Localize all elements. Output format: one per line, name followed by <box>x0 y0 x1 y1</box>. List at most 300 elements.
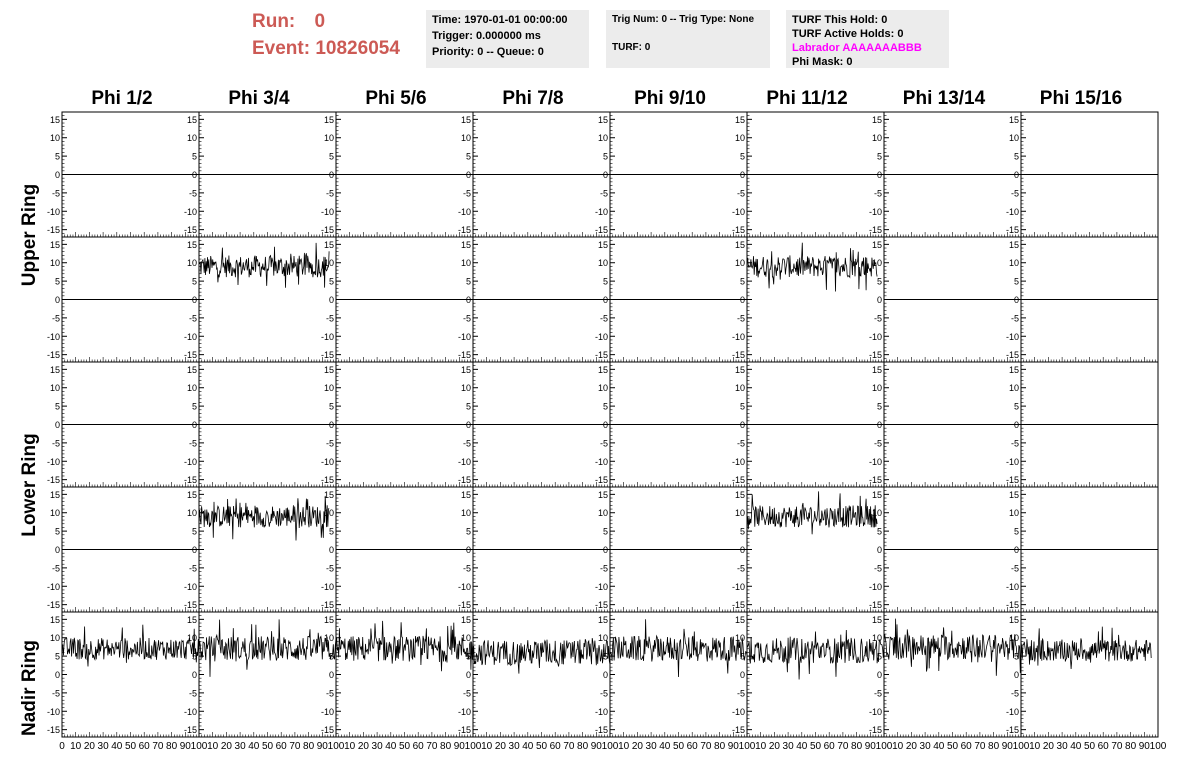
y-tick-label: 0 <box>876 420 882 430</box>
y-tick-label: -10 <box>868 331 882 342</box>
y-tick-label: 0 <box>739 170 745 180</box>
y-tick-label: -5 <box>873 438 882 449</box>
y-tick-label: 10 <box>186 508 197 519</box>
y-tick-label: 5 <box>739 651 745 662</box>
x-tick-label: 100 <box>601 741 619 752</box>
y-tick-label: -15 <box>183 725 197 736</box>
y-tick-label: -5 <box>599 188 608 199</box>
y-tick-label: 5 <box>191 401 197 412</box>
y-tick-label: 5 <box>328 526 334 537</box>
y-tick-label: 15 <box>460 239 471 250</box>
y-tick-label: -15 <box>594 725 608 736</box>
y-tick-label: 0 <box>1013 170 1019 180</box>
x-tick-label: 60 <box>823 741 835 752</box>
y-tick-label: 10 <box>871 133 882 144</box>
y-tick-label: -5 <box>1010 188 1019 199</box>
y-tick-label: -10 <box>183 581 197 592</box>
y-tick-label: 15 <box>49 614 60 625</box>
y-tick-label: 15 <box>460 114 471 125</box>
y-tick-label: 15 <box>597 489 608 500</box>
y-tick-label: 0 <box>191 420 197 430</box>
x-tick-label: 60 <box>412 741 424 752</box>
y-tick-label: 15 <box>734 614 745 625</box>
column-header-phi-11-12: Phi 11/12 <box>766 88 848 109</box>
y-tick-label: 15 <box>597 239 608 250</box>
y-tick-label: 10 <box>1008 133 1019 144</box>
y-tick-label: -5 <box>873 563 882 574</box>
y-tick-label: 15 <box>49 239 60 250</box>
x-tick-label: 20 <box>631 741 643 752</box>
y-tick-label: 0 <box>191 170 197 180</box>
y-tick-label: -5 <box>188 438 197 449</box>
y-tick-label: 0 <box>465 545 471 555</box>
y-tick-label: -5 <box>873 313 882 324</box>
y-tick-label: -15 <box>731 225 745 236</box>
x-tick-label: 60 <box>138 741 150 752</box>
waveform-trace <box>610 619 747 677</box>
trig-num-text: Trig Num: 0 -- Trig Type: None <box>612 14 755 25</box>
y-tick-label: 10 <box>597 258 608 269</box>
priority-text: Priority: 0 -- Queue: 0 <box>432 46 544 58</box>
x-tick-label: 50 <box>672 741 685 752</box>
x-tick-label: 70 <box>837 741 849 752</box>
y-tick-label: 5 <box>328 151 334 162</box>
y-tick-label: 5 <box>54 276 60 287</box>
panel-frame <box>473 612 610 737</box>
y-tick-label: -10 <box>46 456 60 467</box>
y-tick-label: -10 <box>868 706 882 717</box>
y-tick-label: -10 <box>46 206 60 217</box>
y-tick-label: -5 <box>736 188 745 199</box>
y-tick-label: 10 <box>323 508 334 519</box>
y-tick-label: -5 <box>188 313 197 324</box>
waveform-trace <box>336 621 473 671</box>
x-tick-label: 20 <box>768 741 780 752</box>
x-tick-label: 90 <box>864 741 876 752</box>
y-tick-label: 0 <box>602 545 608 555</box>
x-tick-label: 70 <box>700 741 712 752</box>
x-tick-label: 100 <box>738 741 756 752</box>
x-tick-label: 10 <box>70 741 82 752</box>
y-tick-label: -15 <box>868 725 882 736</box>
waveform-trace <box>199 619 336 677</box>
y-tick-label: 0 <box>328 170 334 180</box>
x-tick-label: 40 <box>933 741 945 752</box>
x-tick-label: 10 <box>618 741 630 752</box>
x-tick-label: 60 <box>549 741 561 752</box>
x-tick-label: 90 <box>727 741 739 752</box>
y-tick-label: -15 <box>594 600 608 611</box>
y-tick-label: -10 <box>868 581 882 592</box>
y-tick-label: 0 <box>1013 670 1019 680</box>
y-tick-label: 10 <box>49 133 60 144</box>
y-tick-label: 15 <box>734 489 745 500</box>
y-tick-label: -10 <box>183 331 197 342</box>
waveform-trace <box>473 638 610 674</box>
x-tick-label: 80 <box>988 741 1000 752</box>
x-tick-label: 90 <box>1001 741 1013 752</box>
y-tick-label: 5 <box>54 151 60 162</box>
y-tick-label: 10 <box>1008 508 1019 519</box>
y-tick-label: 15 <box>871 614 882 625</box>
y-tick-label: 0 <box>876 170 882 180</box>
y-tick-label: -5 <box>325 688 334 699</box>
y-tick-label: -5 <box>51 438 60 449</box>
y-tick-label: 10 <box>597 508 608 519</box>
y-tick-label: 10 <box>460 633 471 644</box>
panel-frame <box>1021 612 1158 737</box>
y-tick-label: 5 <box>54 651 60 662</box>
x-tick-label: 80 <box>166 741 178 752</box>
y-tick-label: -10 <box>731 581 745 592</box>
y-tick-label: 10 <box>186 133 197 144</box>
y-tick-label: -15 <box>594 350 608 361</box>
y-tick-label: 0 <box>328 670 334 680</box>
y-tick-label: -15 <box>46 725 60 736</box>
y-tick-label: 15 <box>871 489 882 500</box>
y-tick-label: -5 <box>51 563 60 574</box>
y-tick-label: 15 <box>323 364 334 375</box>
y-tick-label: 0 <box>191 295 197 305</box>
y-tick-label: 10 <box>186 383 197 394</box>
y-tick-label: 5 <box>465 651 471 662</box>
x-tick-label: 80 <box>577 741 589 752</box>
y-tick-label: 10 <box>49 633 60 644</box>
panel-frame <box>747 612 884 737</box>
y-tick-label: 0 <box>54 170 60 180</box>
y-tick-label: -15 <box>46 350 60 361</box>
y-tick-label: 0 <box>1013 295 1019 305</box>
x-tick-label: 100 <box>875 741 893 752</box>
y-tick-label: 5 <box>1013 151 1019 162</box>
y-tick-label: 10 <box>734 633 745 644</box>
waveform-trace <box>747 630 884 680</box>
y-tick-label: 0 <box>602 295 608 305</box>
y-tick-label: 10 <box>323 383 334 394</box>
y-tick-label: 15 <box>1008 114 1019 125</box>
x-tick-label: 60 <box>275 741 287 752</box>
y-tick-label: -10 <box>457 331 471 342</box>
y-tick-label: 15 <box>460 364 471 375</box>
y-tick-label: 15 <box>597 114 608 125</box>
y-tick-label: 5 <box>1013 276 1019 287</box>
y-tick-label: 0 <box>876 670 882 680</box>
y-tick-label: 0 <box>191 670 197 680</box>
y-tick-label: 0 <box>465 420 471 430</box>
x-tick-label: 40 <box>659 741 671 752</box>
y-tick-label: -5 <box>462 688 471 699</box>
y-tick-label: 5 <box>328 651 334 662</box>
y-tick-label: -10 <box>1005 581 1019 592</box>
x-tick-label: 80 <box>851 741 863 752</box>
y-tick-label: -15 <box>46 600 60 611</box>
y-tick-label: -15 <box>46 225 60 236</box>
column-header-phi-3-4: Phi 3/4 <box>228 88 290 109</box>
y-tick-label: -5 <box>188 688 197 699</box>
y-tick-label: 5 <box>876 401 882 412</box>
y-tick-label: 5 <box>465 151 471 162</box>
y-tick-label: 10 <box>186 633 197 644</box>
x-tick-label: 20 <box>357 741 369 752</box>
y-tick-label: -10 <box>46 706 60 717</box>
y-tick-label: -15 <box>457 725 471 736</box>
y-tick-label: 10 <box>734 508 745 519</box>
y-tick-label: -5 <box>462 188 471 199</box>
x-tick-label: 40 <box>796 741 808 752</box>
y-tick-label: -10 <box>320 206 334 217</box>
y-tick-label: 0 <box>602 670 608 680</box>
turf-active-holds-text: TURF Active Holds: 0 <box>792 28 904 40</box>
waveform-trace <box>199 496 329 541</box>
y-tick-label: 0 <box>191 545 197 555</box>
panel-frame <box>747 487 884 612</box>
y-tick-label: -15 <box>183 225 197 236</box>
x-tick-label: 100 <box>327 741 345 752</box>
labrador-text: Labrador AAAAAAABBB <box>792 42 922 54</box>
y-tick-label: -15 <box>868 350 882 361</box>
y-tick-label: 15 <box>186 489 197 500</box>
y-tick-label: 5 <box>739 276 745 287</box>
y-tick-label: 10 <box>871 383 882 394</box>
y-tick-label: 5 <box>876 651 882 662</box>
y-tick-label: -15 <box>46 475 60 486</box>
y-tick-label: -5 <box>736 313 745 324</box>
y-tick-label: -10 <box>1005 206 1019 217</box>
event-label: Event: <box>252 38 311 59</box>
column-header-phi-9-10: Phi 9/10 <box>634 88 706 109</box>
y-tick-label: -15 <box>868 225 882 236</box>
y-tick-label: -10 <box>320 581 334 592</box>
y-tick-label: 5 <box>739 151 745 162</box>
y-tick-label: -15 <box>594 475 608 486</box>
y-tick-label: -10 <box>183 206 197 217</box>
column-header-phi-5-6: Phi 5/6 <box>365 88 427 109</box>
y-tick-label: 15 <box>1008 364 1019 375</box>
panel-frame <box>199 237 336 362</box>
y-tick-label: -15 <box>1005 225 1019 236</box>
y-tick-label: -15 <box>868 600 882 611</box>
y-tick-label: 10 <box>460 508 471 519</box>
y-tick-label: -10 <box>1005 331 1019 342</box>
x-tick-label: 90 <box>1138 741 1150 752</box>
y-tick-label: 0 <box>465 295 471 305</box>
y-tick-label: 5 <box>328 276 334 287</box>
y-tick-label: 15 <box>323 239 334 250</box>
y-tick-label: 5 <box>602 401 608 412</box>
y-tick-label: 5 <box>191 151 197 162</box>
x-tick-label: 70 <box>1111 741 1123 752</box>
x-tick-label: 30 <box>234 741 246 752</box>
y-tick-label: 10 <box>871 633 882 644</box>
event-value: 10826054 <box>315 38 400 59</box>
y-tick-label: -5 <box>599 438 608 449</box>
x-tick-label: 90 <box>590 741 602 752</box>
x-tick-label: 80 <box>440 741 452 752</box>
x-tick-label: 50 <box>946 741 959 752</box>
y-tick-label: 5 <box>1013 526 1019 537</box>
x-tick-label: 100 <box>1149 741 1167 752</box>
y-tick-label: -5 <box>1010 688 1019 699</box>
run-value: 0 <box>314 11 326 32</box>
x-tick-label: 30 <box>1056 741 1068 752</box>
y-tick-label: -5 <box>462 563 471 574</box>
y-tick-label: 15 <box>871 239 882 250</box>
column-header-phi-7-8: Phi 7/8 <box>502 88 564 109</box>
panel-frame <box>199 487 336 612</box>
y-tick-label: 5 <box>1013 401 1019 412</box>
y-tick-label: 5 <box>465 276 471 287</box>
y-tick-label: -15 <box>183 600 197 611</box>
waveform-trace <box>1021 627 1151 669</box>
y-tick-label: 5 <box>602 526 608 537</box>
y-tick-label: 15 <box>1008 239 1019 250</box>
x-tick-label: 30 <box>371 741 383 752</box>
x-tick-label: 10 <box>1029 741 1041 752</box>
x-tick-label: 30 <box>782 741 794 752</box>
y-tick-label: 0 <box>739 420 745 430</box>
x-tick-label: 60 <box>1097 741 1109 752</box>
x-tick-label: 20 <box>905 741 917 752</box>
x-tick-label: 30 <box>919 741 931 752</box>
x-tick-label: 60 <box>960 741 972 752</box>
y-tick-label: 10 <box>734 383 745 394</box>
y-tick-label: 0 <box>54 545 60 555</box>
x-tick-label: 10 <box>207 741 219 752</box>
y-tick-label: -5 <box>462 313 471 324</box>
x-tick-label: 40 <box>385 741 397 752</box>
x-tick-label: 50 <box>535 741 548 752</box>
x-tick-label: 40 <box>111 741 123 752</box>
y-tick-label: 10 <box>1008 383 1019 394</box>
waveform-trace <box>199 243 329 288</box>
y-tick-label: -15 <box>320 225 334 236</box>
x-tick-label: 100 <box>1012 741 1030 752</box>
y-tick-label: 15 <box>186 614 197 625</box>
y-tick-label: -15 <box>1005 725 1019 736</box>
y-tick-label: -5 <box>736 563 745 574</box>
y-tick-label: -5 <box>51 688 60 699</box>
y-tick-label: -10 <box>457 206 471 217</box>
y-tick-label: 0 <box>739 670 745 680</box>
x-tick-label: 40 <box>522 741 534 752</box>
y-tick-label: 15 <box>323 114 334 125</box>
x-tick-label: 10 <box>892 741 904 752</box>
x-tick-label: 50 <box>398 741 411 752</box>
x-tick-label: 10 <box>481 741 493 752</box>
y-tick-label: -10 <box>1005 706 1019 717</box>
y-tick-label: 15 <box>186 239 197 250</box>
y-tick-label: 10 <box>186 258 197 269</box>
y-tick-label: 5 <box>876 151 882 162</box>
y-tick-label: 5 <box>602 651 608 662</box>
y-tick-label: -10 <box>594 706 608 717</box>
y-tick-label: 15 <box>49 114 60 125</box>
y-tick-label: 10 <box>323 633 334 644</box>
y-tick-label: -10 <box>457 581 471 592</box>
y-tick-label: -5 <box>599 688 608 699</box>
y-tick-label: 15 <box>734 364 745 375</box>
y-tick-label: 10 <box>460 133 471 144</box>
y-tick-label: 15 <box>49 489 60 500</box>
column-header-phi-1-2: Phi 1/2 <box>91 88 153 109</box>
y-tick-label: 5 <box>1013 651 1019 662</box>
y-tick-label: 10 <box>597 133 608 144</box>
x-tick-label: 70 <box>426 741 438 752</box>
y-tick-label: 0 <box>465 170 471 180</box>
x-tick-label: 40 <box>1070 741 1082 752</box>
y-tick-label: -5 <box>873 188 882 199</box>
y-tick-label: -5 <box>325 313 334 324</box>
y-tick-label: 10 <box>1008 633 1019 644</box>
y-tick-label: 15 <box>734 239 745 250</box>
x-tick-label: 40 <box>248 741 260 752</box>
x-tick-label: 90 <box>179 741 191 752</box>
x-tick-label: 30 <box>508 741 520 752</box>
y-tick-label: -10 <box>46 331 60 342</box>
panel-frame <box>62 612 199 737</box>
y-tick-label: -15 <box>594 225 608 236</box>
x-tick-label: 20 <box>220 741 232 752</box>
y-tick-label: -10 <box>731 456 745 467</box>
x-tick-label: 60 <box>686 741 698 752</box>
y-tick-label: 0 <box>739 295 745 305</box>
y-tick-label: 0 <box>739 545 745 555</box>
y-tick-label: -15 <box>320 350 334 361</box>
y-tick-label: -10 <box>46 581 60 592</box>
y-tick-label: 10 <box>49 508 60 519</box>
y-tick-label: 15 <box>871 114 882 125</box>
y-tick-label: -15 <box>457 600 471 611</box>
y-tick-label: 5 <box>876 276 882 287</box>
x-tick-label: 100 <box>464 741 482 752</box>
phi-mask-text: Phi Mask: 0 <box>792 56 853 68</box>
y-tick-label: -5 <box>325 188 334 199</box>
y-tick-label: -5 <box>599 313 608 324</box>
waveform-trace <box>884 619 1021 676</box>
y-tick-label: 5 <box>739 401 745 412</box>
y-tick-label: -5 <box>51 313 60 324</box>
y-tick-label: 0 <box>328 420 334 430</box>
y-tick-label: -10 <box>320 706 334 717</box>
y-tick-label: 15 <box>871 364 882 375</box>
y-tick-label: 15 <box>186 114 197 125</box>
x-tick-label: 10 <box>755 741 767 752</box>
y-tick-label: 10 <box>49 258 60 269</box>
y-tick-label: 0 <box>602 170 608 180</box>
y-tick-label: -5 <box>599 563 608 574</box>
y-tick-label: -10 <box>731 331 745 342</box>
y-tick-label: -15 <box>183 350 197 361</box>
y-tick-label: 10 <box>597 633 608 644</box>
y-tick-label: -10 <box>183 706 197 717</box>
y-tick-label: 5 <box>465 526 471 537</box>
y-tick-label: 15 <box>597 614 608 625</box>
y-tick-label: -10 <box>457 706 471 717</box>
y-tick-label: 10 <box>597 383 608 394</box>
y-tick-label: 15 <box>323 489 334 500</box>
x-tick-label: 100 <box>190 741 208 752</box>
y-tick-label: -15 <box>457 225 471 236</box>
y-tick-label: 15 <box>1008 614 1019 625</box>
y-tick-label: -15 <box>457 350 471 361</box>
y-tick-label: 10 <box>460 383 471 394</box>
y-tick-label: -5 <box>188 563 197 574</box>
y-tick-label: 5 <box>191 276 197 287</box>
y-tick-label: 10 <box>460 258 471 269</box>
run-label: Run: <box>252 11 296 32</box>
y-tick-label: 5 <box>54 526 60 537</box>
y-tick-label: -10 <box>868 456 882 467</box>
